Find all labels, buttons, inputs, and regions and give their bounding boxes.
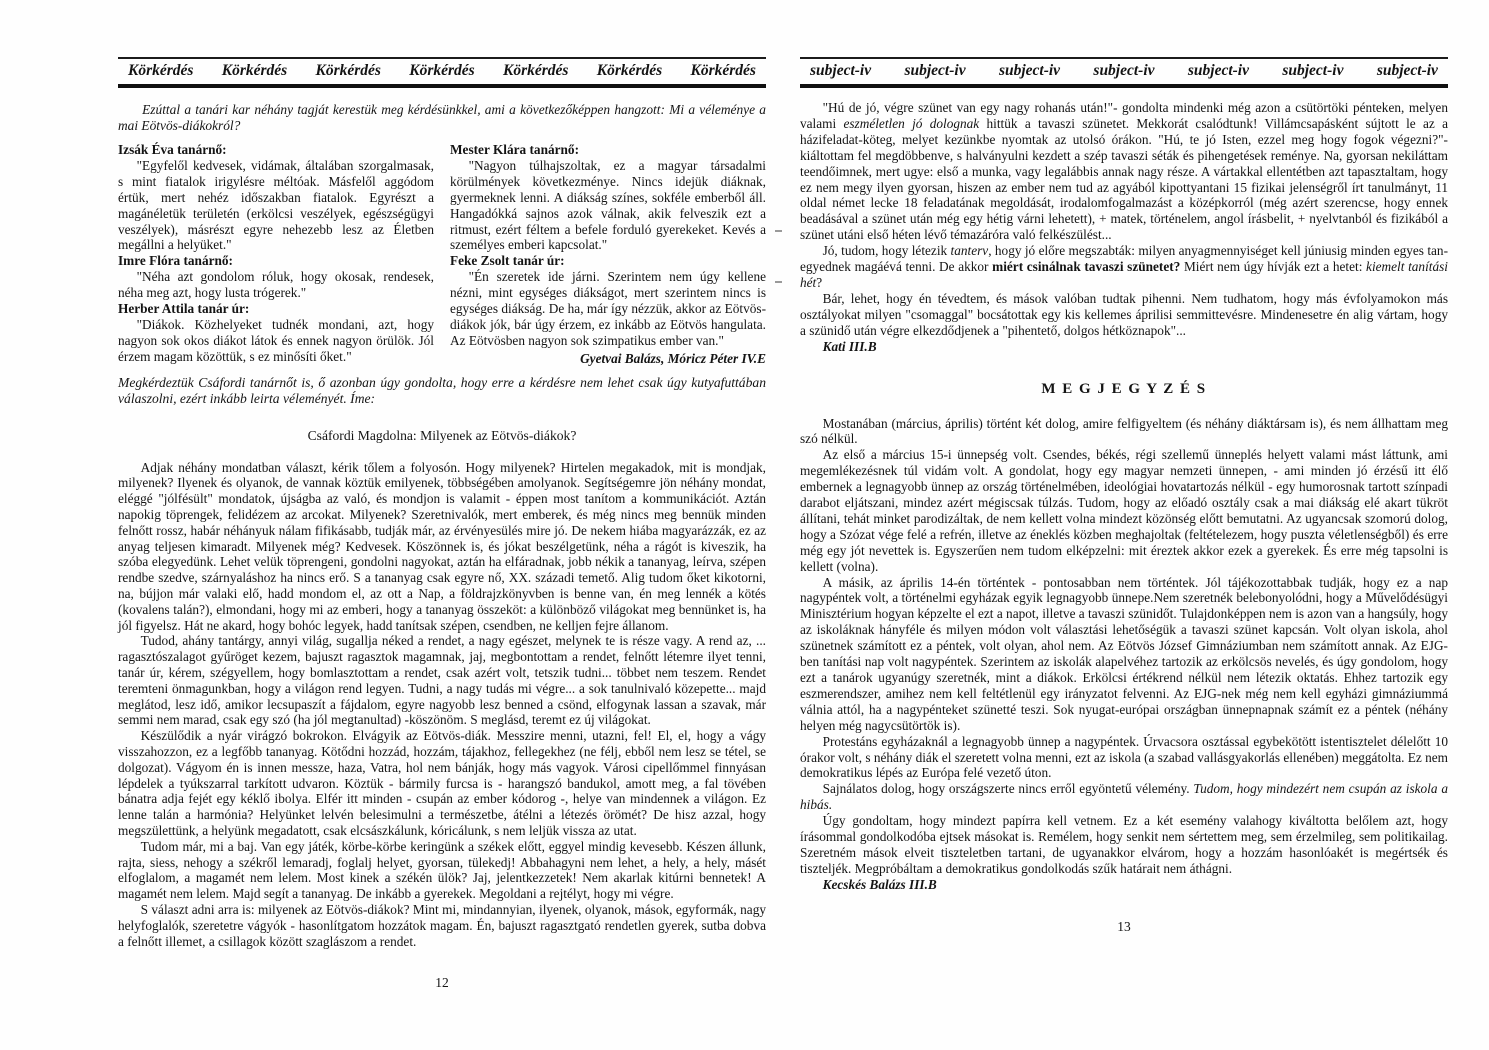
masthead-item: subject-iv <box>904 62 966 79</box>
essay-body <box>118 460 766 950</box>
emphasis-run: tanterv <box>950 243 989 259</box>
article-paragraph: Úgy gondoltam, hogy mindezt papírra kell vetnem. Ez a két esemény valahogy kiváltotta belőlem azt, hogy írásommal gondolkodóba ejtsek másokat is. Remélem, hogy senkit nem sértettem meg, sem érzelmileg, sem politikailag. Szeretném mások elveit tiszteletben tartani, de ugyanakkor elvárom, hogy a hozzám hasonlóakét is megértsék és tiszteljék. Megpróbáltam a demokratikus gondolkodás szűk határait nem áthágni. <box>800 813 1448 876</box>
interview-column-left <box>118 142 434 367</box>
article-paragraph: A másik, az április 14-én történtek - pontosabban nem történtek. Jól tájékozottabbak tudják, hogy ez a nap nagypéntek volt, a történelmi egyházak egyik legnagyobb ünnepe.Nem szeretnék belebonyolódni, hogy a Művelődésügyi Minisztérium hogyan képzelte el ezt a napot, illetve a tavaszi szünidőt. Tulajdonképpen nem is azon van a hangsúly, hogy az iskoláknak hányféle és milyen módon volt választási lehetőségük a tavaszi szünet kapcsán. Volt olyan iskola, ahol szünetnek számított ez a péntek, volt olyan, ahol nem. Az Eötvös József Gimnáziumban nem számított annak. Az EJG-ben tanítási nap volt nagypéntek. Szerintem az iskolák alapelvéhez tartozik az erkölcsös nevelés, és úgy gondolom, hogy ezt a tanárok ugyanúgy szeretnék, mint a diákok. Erkölcsi értékrend nélkül nem létezik oktatás. Ehhez tartozik egy eszmerendszer, amihez nem kell feltétlenül egy irányzatot felvenni. Az EJG-nek még nem kell egyházi gimnáziummá válnia attól, ha a nagypénteket szünetté teszi. Sok nyugat-európai országban ünnepnapnak számít ez a péntek (néhány helyen még nagycsütörtök is). <box>800 574 1448 733</box>
masthead-item: Körkérdés <box>128 62 194 79</box>
article-paragraph: Az első a március 15-i ünnepség volt. Csendes, békés, régi szellemű ünneplés helyett valami mást láttunk, ami megemlékezésnek túl vidám volt. A gondolat, hogy egy magyar nemzeti ünnepen, - ami minden jó érzésű itt élő embernek a legnagyobb ünnep az ország történelmében, ideológiai hovatartozás nélkül - egy humorosnak tartott színpadi darabot eljátszani, mindez azért mégiscsak túlzás. Tudom, hogy az előadó osztály csak a mai diákság elé akart tükröt állítani, tehát minket parodizáltak, de nem kellett volna mindezt közönség előtt bemutatni. Az ugyancsak szomorú dolog, hogy a Szózat vége felé a refrén, illetve az éneklés közben meghajoltak (feltételezem, hogy puszta véletlenségből) és erre még egy jót nevettek is. Egyszerűen nem tudom elképzelni: mit éreztek akkor ezek a gyerekek. És erre még tapsolni is kellett (volna). <box>800 447 1448 574</box>
interviewee-name: Imre Flóra tanárnő: <box>118 253 233 269</box>
text-run: Jó, tudom, hogy létezik <box>822 243 951 259</box>
article-paragraph: Protestáns egyházaknál a legnagyobb ünnep a nagypéntek. Úrvacsora osztással egybekötött istentisztelet délelőtt 10 órakor volt, s néhány diák el szeretett volna menni, ezt az iskola (a szabad vallásgyakorlás ellenében) meggátolta. Ez nem demokratikus lépés az Európa felé vezető úton. <box>800 733 1448 781</box>
interview-quote: "Én szeretek ide járni. Szerintem nem úgy kellene nézni, mint egységes diákságot, mert szerintem nincs is egységes diákság. De ha, már így nézzük, akkor az Eötvös-diákok jók, bár úgy érzem, ez inkább az Eötvös hangulata. Az Eötvösben nagyon sok szimpatikus ember van." <box>450 269 766 348</box>
article-paragraph <box>800 243 1448 291</box>
intro-paragraph: Ezúttal a tanári kar néhány tagját kerestük meg kérdésünkkel, ami a következőképpen hangzott: Mi a véleménye a mai Eötvös-diákokról? <box>118 102 766 133</box>
masthead-item: Körkérdés <box>690 62 756 79</box>
article-paragraph: Mostanában (március, április) történt két dolog, amire felfigyeltem (és néhány diáktársam is), és nem állhattam meg szó nélkül. <box>800 415 1448 447</box>
interviewee-name: Mester Klára tanárnő: <box>450 142 579 157</box>
emphasis-run: kiemelt tanítási hét <box>800 259 1448 290</box>
masthead-item: subject-iv <box>810 62 872 79</box>
scan-artifact <box>775 230 782 232</box>
interviewee-name: Herber Attila tanár úr: <box>118 301 250 317</box>
masthead-item: subject-iv <box>1282 62 1344 79</box>
emphasis-run: Tudom, hogy mindezért nem csupán az iskola a hibás. <box>800 781 1448 813</box>
text-run: "Hú de jó, végre szünet van egy nagy rohanás után!"- gondolta mindenki még azon a csütörtöki pénteken, melyen valami <box>800 100 1448 131</box>
section-heading-megjegyzes: M E G J E G Y Z É S <box>1041 380 1207 397</box>
left-page-masthead <box>118 57 766 88</box>
right-page-masthead <box>800 57 1448 88</box>
interview-quote: "Nagyon túlhajszoltak, ez a magyar társadalmi körülmények következménye. Nincs idejük diáknak, gyermeknek lenni. A diákság színes, sokféle emberből áll. Hangadókká sajnos azok válnak, akik felveszik ezt a ritmust, ezért féltem a befele forduló gyerekeket. Kevés a személyes emberi kapcsolat." <box>450 157 766 253</box>
text-run: Sajnálatos dolog, hogy országszerte nincs erről egyöntetű vélemény. <box>822 781 1194 797</box>
interview-columns <box>118 142 766 367</box>
article-paragraph: Bár, lehet, hogy én tévedtem, és mások valóban tudtak pihenni. Nem tudhatom, hogy más évfolyamokon más osztályokat milyen "csomaggal" bocsátottak egy kis kellemes áprilisi semmittevésre. Mindenesetre én alig vártam, hogy a szünidő után végre elkezdődjenek a "pihentető, dolgos hétköznapok"... <box>800 290 1448 338</box>
page-number-left: 12 <box>435 975 449 991</box>
scan-artifact <box>775 281 782 283</box>
essay-title: Csáfordi Magdolna: Milyenek az Eötvös-diákok? <box>307 427 577 443</box>
article-signature: Kecskés Balázs III.B <box>822 876 937 892</box>
masthead-item: subject-iv <box>998 62 1061 79</box>
article-signature: Kati III.B <box>822 338 877 354</box>
article-paragraph <box>800 100 1448 243</box>
text-run: hittük a tavaszi szünetet. Mekkorát csalódtunk! Villámcsapásként sújtott le az a házifeladat-köteg, melyet kezünkbe nyomtak az utolsó órákon. "Hú, te jó Isten, ezzel meg hogy fogok végezni?"- kiáltottam fel megdöbbenve, s halványulni kezdett a szép tavaszi séták és pihengetések reménye. Na, gyorsan nekiláttam teendőimnek, mert ugye: első a munka, vagy legalábbis annak nagy része. A vártakkal ellentétben azt tapasztaltam, hogy ez nem megy ilyen gyorsan, hiszen az ember nem tud az agyából kipottyantani 15 fizikai jelenségről írt tanulmányt, 11 oldal német lecke 18 feladatának megoldását, irodalomfogalmazást a középkorról (még azért szerencse, hogy ennek beadásával a szünet után még egy hétig várni lehetett), + matek, történelem, angol írásbelit, + nyelvtanból és fizikából a szünet utáni első héten lévő témazáróra való felkészülést... <box>800 115 1448 243</box>
text-run: ? <box>816 274 823 290</box>
bold-run: miért csinálnak tavaszi szünetet? <box>992 259 1181 275</box>
interview-column-right <box>450 142 766 367</box>
interviewee-name: Feke Zsolt tanár úr: <box>450 253 565 269</box>
masthead-item: Körkérdés <box>409 62 475 79</box>
essay-paragraph: Tudod, ahány tantárgy, annyi világ, sugallja néked a rendet, a nagy egészet, melynek te is része vagy. A rend az, ... ragasztószalagot gyűröget kezem, bajuszt ragasztok magamnak, jaj, megbontottam a rendet, felnőtt létemre ilyet tenni, tanár úr, kérem, szégyellem, hogy bomlasztottam a rendet, csak azért volt, tetszik tudni... többet nem teszem. Rendet teremteni önmagunkban, hogy a világon rend legyen. Tudni, a nagy tudás mi végre... a sok tanulnivaló közepette... majd meglátod, lesz idő, amikor lecsupaszít a fájdalom, egyre nagyobb lesz benned a csönd, elfogynak lassan a szavak, már semmi nem marad, csak egy szó (ha jól megtanultad) -köszönöm. S meglásd, teremt ez új világokat. <box>118 633 766 728</box>
masthead-item: Körkérdés <box>503 62 569 79</box>
article-megjegyzes <box>800 416 1448 893</box>
editor-note: Megkérdeztük Csáfordi tanárnőt is, ő azonban úgy gondolta, hogy erre a kérdésre nem lehet csak úgy kutyafuttában válaszolni, ezért inkább leirta véleményét. Íme: <box>118 374 766 407</box>
masthead-item: Körkérdés <box>596 62 663 79</box>
masthead-item: subject-iv <box>1376 62 1438 79</box>
text-run: Miért nem úgy hívják ezt a hetet: <box>1180 259 1367 275</box>
page-number-right: 13 <box>1117 918 1131 934</box>
article-paragraph <box>800 781 1448 813</box>
text-run: , hogy jó előre megszabták: milyen anyagmennyiséget kell júniusig minden egyes tan-egyednek magáévá tenni. De akkor <box>800 243 1448 275</box>
essay-paragraph: Készülődik a nyár virágzó bokrokon. Elvágyik az Eötvös-diák. Messzire menni, utazni, fel! El, el, hogy a vágy visszahozzon, ez a legfőbb tananyag. Kötődni hozzád, hozzám, tájakhoz, fellegekhez (ne félj, ebből nem lesz se tétel, se dolgozat). Vágyom én is innen messze, haza, Vatra, hol nem bánják, hogy más vagyok. Városi cipellőmmel finnyásan lépdelek a tyúkszarral tarkított udvaron. Köztük - bármily furcsa is - harangszó bandukol, amott meg, a fal tövében bánatra adja fejét egy kéklő ibolya. Elfér itt minden - csupán az ember kódorog -, helye van mindennek a világon. Ez lenne talán a harmónia? Helyünket lelvén belesimulni a természetbe, átélni a létezés örömét? De hisz azzal, hogy megszülettünk, a helyünk megadatott, csak elcsászkálunk, kóricálunk, s nem leljük vissza az utat. <box>118 728 766 839</box>
interview-quote: "Egyfelől kedvesek, vidámak, általában szorgalmasak, s mint fiatalok irigylésre méltóak. Másfelől aggódom értük, mert nehéz időszakban fiatalok. Egyrészt a magánéletük területén (erkölcsi veszélyek, egészségügyi veszélyek), másrészt egyre nehezebb lesz az Életben megállni a helyüket." <box>118 157 434 253</box>
article-spring-break <box>800 100 1448 355</box>
essay-paragraph: Tudom már, mi a baj. Van egy játék, körbe-körbe keringünk a székek előtt, eggyel mindig kevesebb. Készen állunk, rajta, siess, nehogy a székről lemaradj, foglalj helyet, gyorsan, tülekedj! Abbahagyni nem lehet, a hely, a hely, másét elfoglalom, a magamét nem lelem. Most kinek a székén ülök? Jaj, jelentkezzetek! Nem akarlak kitúrni bennetek! A magamét nem lelem. Majd segít a tananyag. De inkább a gyerekek. Megoldani a rejtélyt, hogy mi végre. <box>118 838 766 902</box>
masthead-item: Körkérdés <box>315 62 381 79</box>
interview-quote: "Néha azt gondolom róluk, hogy okosak, rendesek, néha meg azt, hogy lusta trógerek." <box>118 269 434 301</box>
essay-paragraph: Adjak néhány mondatban választ, kérik tőlem a folyosón. Hogy milyenek? Hirtelen megakadok, mit is mondjak, milyenek? Ilyenek és olyanok, de vannak köztük emilyenek, többségében amolyanok. Segítségemre jön néhány mondat, eléggé "jólfésült" mondatok, újságba az való, és mondjon is valamit - éppen most tanítom a kommunikációt. Aztán napokig töprengek, felidézem az arcokat. Milyenek? Szeretnivalók, mert emberek, és még nincs meg bennük minden felnőtt rossz, habár néhányuk nálam fifikásabb, tudják már, az érvényesülés mire jó. De nekem hiába magyarázzák, ez az anyag teljesen kimaradt. Milyenek még? Kedvesek. Köszönnek is, és jókat beszélgetünk, néha a rágót is kiveszik, ha szóba elegyedünk. Lehet velük töprengeni, gondolni nagyokat, aztán ha elfáradnak, jobb nékik a tananyag, leírva, szépen rendbe szedve, szárnyaláshoz ha nincs erő. S a tananyag csak egyre nő, XX. századi temető. Alig tudom őket kikotorni, na, bújjon már valaki elő, hadd mondom el, az ott a Nap, a földrajzkönyvben is benne van, én meg lennék a kötés (kovalens talán?), elmondani, hogy mi az emberi, hogy a tananyag összeköt: a különböző világokat meg bennünket is, ha jól figyelsz. Hát ne akard, hogy bohóc legyek, hadd tanítsak szépen, csendben, ne kelljen fejre állanom. <box>118 459 766 633</box>
masthead-item: subject-iv <box>1187 62 1249 79</box>
masthead-item: Körkérdés <box>221 62 288 79</box>
left-page <box>118 0 766 1005</box>
interview-quote: "Diákok. Közhelyeket tudnék mondani, azt, hogy nagyon sok okos diákot látok és ennek nagyon örülök. Jól érzem magam közöttük, s ez minősíti őket." <box>118 316 434 364</box>
interview-signature: Gyetvai Balázs, Móricz Péter IV.E <box>580 350 766 366</box>
essay-paragraph: S választ adni arra is: milyenek az Eötvös-diákok? Mint mi, mindannyian, ilyenek, olyanok, mások, egyformák, nagy helyfoglalók, szeretetre vágyók - hasonlítgatom hozzátok magam. Én, bajuszt ragasztgató rendetlen gyerek, sutba dobva a felnőtt illemet, a csillagok között szaglászom a rendet. <box>118 902 766 949</box>
emphasis-run: eszméletlen jó dolognak <box>843 115 980 131</box>
masthead-item: subject-iv <box>1093 62 1155 79</box>
interviewee-name: Izsák Éva tanárnő: <box>118 142 227 157</box>
right-page <box>800 0 1448 948</box>
